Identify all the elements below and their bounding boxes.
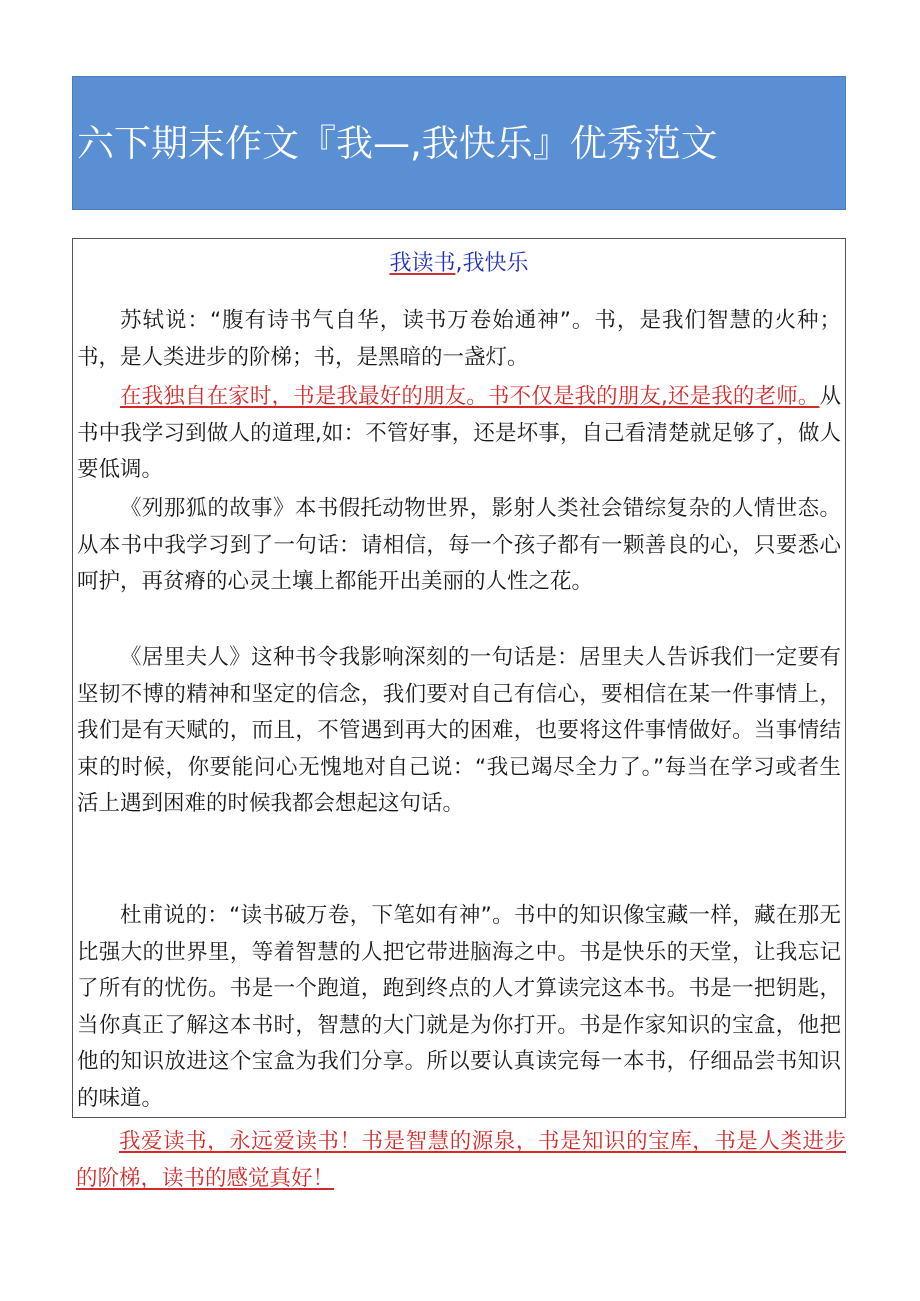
paragraph-2 bbox=[77, 379, 841, 489]
paragraph-1: 苏轼说：“腹有诗书气自华，读书万卷始通神”。书，是我们智慧的火种；书，是人类进步的阶梯；书，是黑暗的一盏灯。 bbox=[77, 308, 841, 370]
paragraph-3: 《列那狐的故事》本书假托动物世界，影射人类社会错综复杂的人情世态。从本书中我学习到了一句话：请相信，每一个孩子都有一颗善良的心，只要悉心呵护，再贫瘠的心灵土壤上都能开出美丽的人性之花。 bbox=[77, 496, 841, 594]
paragraph-2-highlight: 在我独自在家时，书是我最好的朋友。书不仅是我的朋友,还是我的老师。 bbox=[120, 384, 820, 409]
essay-title-part2: ,我快乐 bbox=[455, 251, 529, 276]
page-title: 六下期末作文『我—,我快乐』优秀范文 bbox=[77, 122, 718, 165]
essay-title-part1: 我读书 bbox=[389, 251, 456, 276]
paragraph-5: 杜甫说的：“读书破万卷，下笔如有神”。书中的知识像宝藏一样，藏在那无比强大的世界里，等着智慧的人把它带进脑海之中。书是快乐的天堂，让我忘记了所有的忧伤。书是一个跑道，跑到终点的人才算读完这本书。书是一把钥匙，当你真正了解这本书时，智慧的大门就是为你打开。书是作家知识的宝盒，他把他的知识放进这个宝盒为我们分享。所以要认真读完每一本书，仔细品尝书知识的味道。 bbox=[77, 903, 841, 1111]
essay-title bbox=[73, 249, 845, 279]
paragraph-2-rest: 从书中我学习到做人的道理,如：不管好事，还是坏事，自己看清楚就足够了，做人要低调。 bbox=[77, 384, 841, 482]
title-banner bbox=[72, 76, 846, 210]
essay-box bbox=[72, 238, 846, 1118]
paragraph-4: 《居里夫人》这种书令我影响深刻的一句话是：居里夫人告诉我们一定要有坚韧不博的精神和坚定的信念，我们要对自己有信心，要相信在某一件事情上，我们是有天赋的，而且，不管遇到再大的困难，也要将这件事情做好。当事情结束的时候，你要能问心无愧地对自己说：“我已竭尽全力了。”每当在学习或者生活上遇到困难的时候我都会想起这句话。 bbox=[77, 645, 841, 816]
closing-text: 我爱读书，永远爱读书！书是智慧的源泉，书是知识的宝库，书是人类进步的阶梯，读书的感觉真好！ bbox=[76, 1129, 846, 1191]
closing-paragraph bbox=[76, 1124, 846, 1197]
